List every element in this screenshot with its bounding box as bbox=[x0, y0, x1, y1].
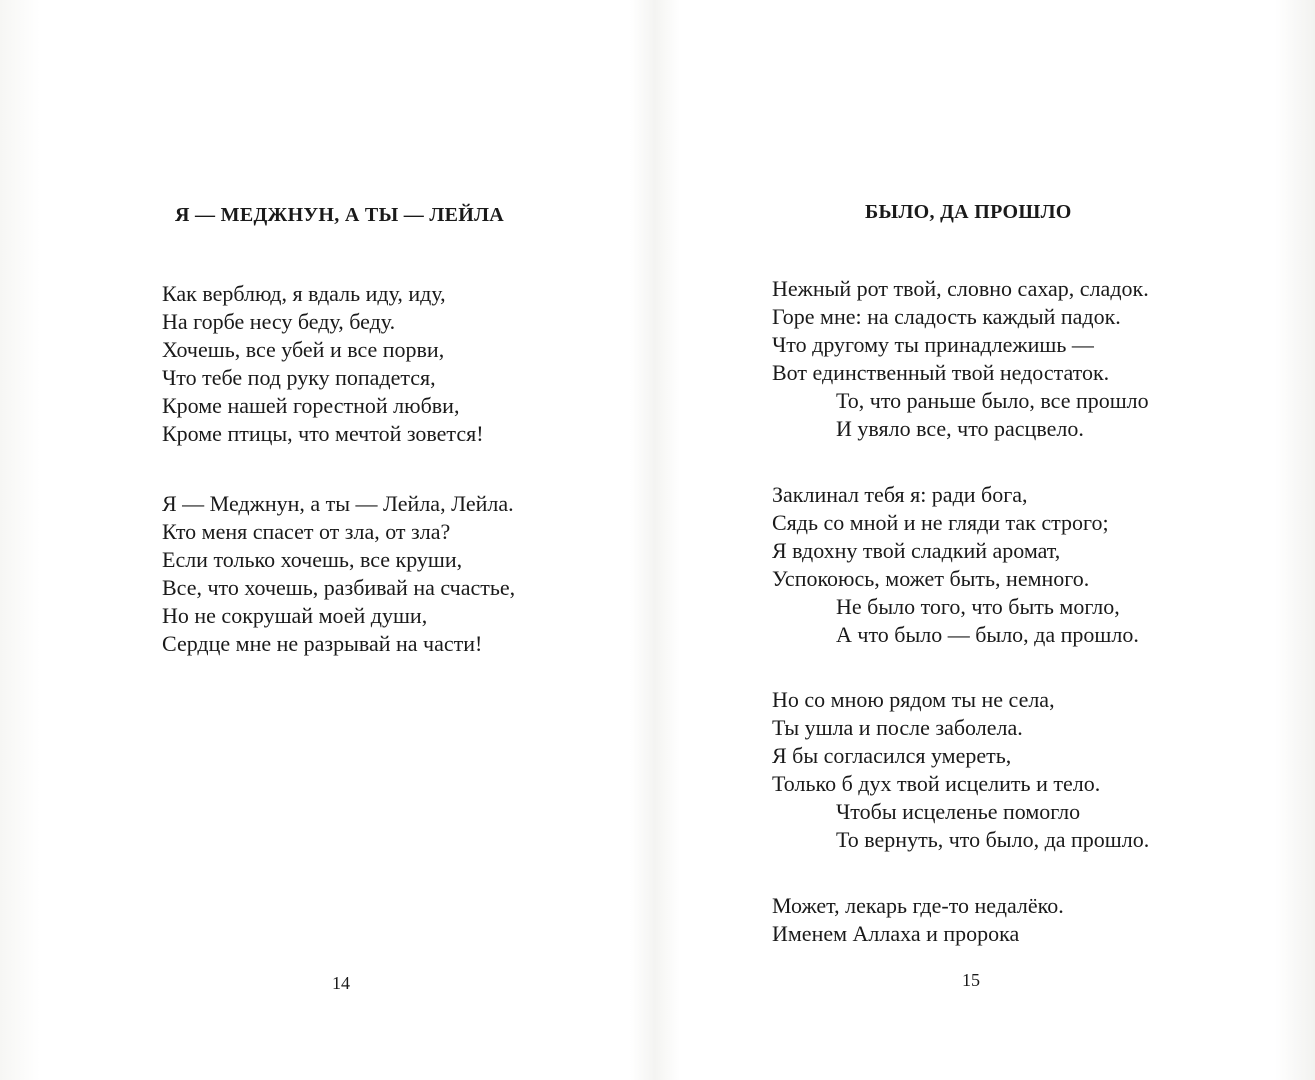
verse-line: Сердце мне не разрывай на части! bbox=[162, 631, 483, 656]
stanza bbox=[772, 892, 1064, 948]
verse-line: Ты ушла и после заболела. bbox=[772, 715, 1023, 740]
verse-line: Вот единственный твой недостаток. bbox=[772, 360, 1110, 385]
verse-line: Все, что хочешь, разбивай на счастье, bbox=[162, 575, 516, 600]
verse-line: Если только хочешь, все круши, bbox=[162, 547, 463, 572]
verse-line: Я — Меджнун, а ты — Лейла, Лейла. bbox=[162, 491, 514, 516]
verse-line: Нежный рот твой, словно сахар, сладок. bbox=[772, 276, 1149, 301]
refrain-line: То вернуть, что было, да прошло. bbox=[836, 827, 1150, 852]
poem-title: БЫЛО, ДА ПРОШЛО bbox=[865, 201, 1072, 223]
right-page bbox=[655, 0, 1315, 1080]
verse-line: Хочешь, все убей и все порви, bbox=[162, 337, 445, 362]
left-page bbox=[0, 0, 655, 1080]
refrain-line: Не было того, что быть могло, bbox=[836, 594, 1120, 619]
verse-line: Именем Аллаха и пророка bbox=[772, 921, 1020, 946]
page-number: 14 bbox=[332, 973, 350, 993]
verse-line: Сядь со мной и не гляди так строго; bbox=[772, 510, 1109, 535]
verse-line: Как верблюд, я вдаль иду, иду, bbox=[162, 281, 446, 306]
refrain-line: То, что раньше было, все прошло bbox=[836, 388, 1149, 413]
verse-line: Кроме птицы, что мечтой зовется! bbox=[162, 421, 484, 446]
stanza bbox=[162, 490, 515, 658]
page-number: 15 bbox=[962, 970, 980, 990]
verse-line: Но со мною рядом ты не села, bbox=[772, 687, 1055, 712]
verse-line: Что тебе под руку попадется, bbox=[162, 365, 436, 390]
verse-line: Горе мне: на сладость каждый падок. bbox=[772, 304, 1121, 329]
verse-line: Только б дух твой исцелить и тело. bbox=[772, 771, 1101, 796]
refrain-line: Чтобы исцеленье помогло bbox=[836, 799, 1081, 824]
verse-line: Кто меня спасет от зла, от зла? bbox=[162, 519, 451, 544]
verse-line: Я вдохну твой сладкий аромат, bbox=[772, 538, 1061, 563]
verse-line: На горбе несу беду, беду. bbox=[162, 309, 396, 334]
verse-line: Заклинал тебя я: ради бога, bbox=[772, 482, 1028, 507]
verse-line: Успокоюсь, может быть, немного. bbox=[772, 566, 1090, 591]
verse-line: Я бы согласился умереть, bbox=[772, 743, 1012, 768]
verse-line: Но не сокрушай моей души, bbox=[162, 603, 428, 628]
stanza bbox=[772, 686, 1149, 854]
stanza bbox=[772, 481, 1139, 649]
verse-line: Что другому ты принадлежишь — bbox=[772, 332, 1094, 357]
poem-title: Я — МЕДЖНУН, А ТЫ — ЛЕЙЛА bbox=[175, 204, 505, 226]
refrain-line: И увяло все, что расцвело. bbox=[836, 416, 1084, 441]
verse-line: Может, лекарь где-то недалёко. bbox=[772, 893, 1064, 918]
refrain-line: А что было — было, да прошло. bbox=[836, 622, 1139, 647]
stanza bbox=[772, 275, 1149, 443]
stanza bbox=[162, 280, 484, 448]
verse-line: Кроме нашей горестной любви, bbox=[162, 393, 460, 418]
